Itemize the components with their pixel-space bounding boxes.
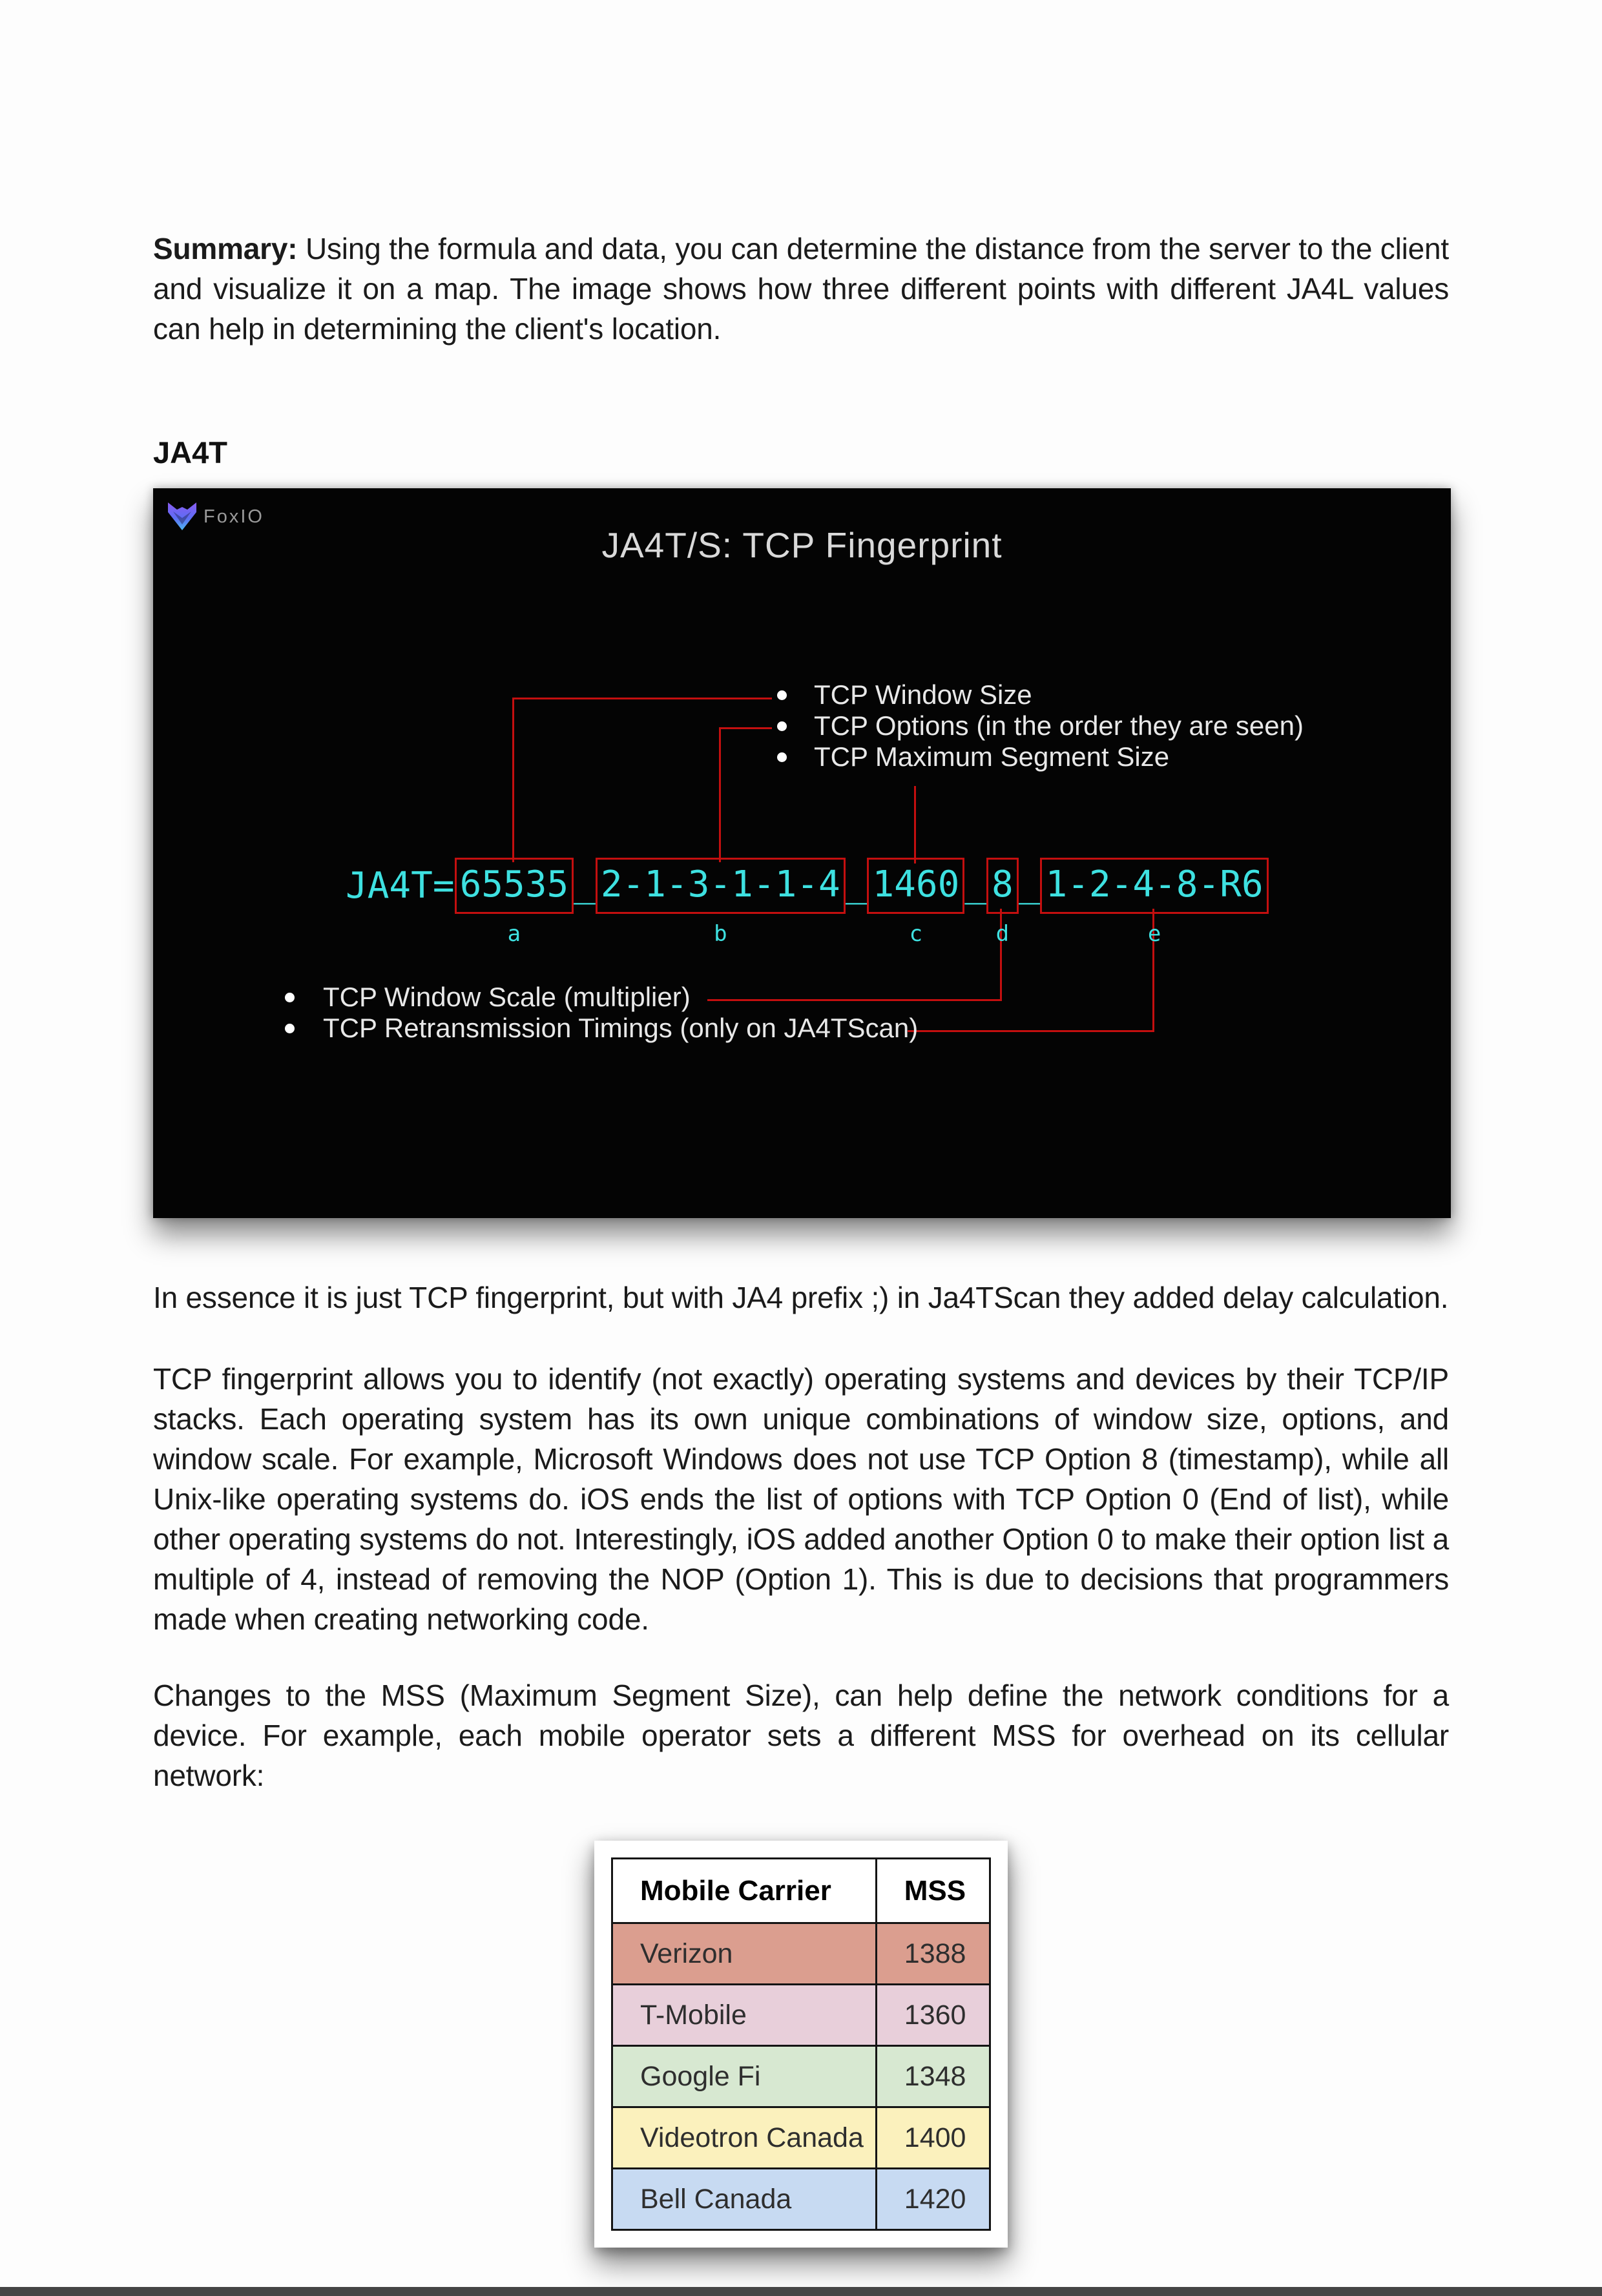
table-row: [612, 2046, 990, 2107]
mss-cell: 1420: [876, 2169, 990, 2230]
section-heading-ja4t: JA4T: [153, 435, 227, 470]
bullet-label: TCP Maximum Segment Size: [814, 741, 1170, 772]
segment-label: b: [714, 921, 727, 947]
list-item: [773, 710, 1304, 741]
ja4t-diagram-image: [153, 488, 1451, 1218]
connector-line-a: [512, 698, 514, 862]
separator: _: [964, 862, 987, 905]
carrier-cell: Videotron Canada: [612, 2107, 877, 2169]
column-header-mss: MSS: [876, 1859, 990, 1923]
bullet-label: TCP Window Scale (multiplier): [323, 982, 691, 1012]
bullet-label: TCP Window Size: [814, 679, 1032, 710]
separator: _: [574, 862, 596, 905]
bullet-dot-icon: [777, 721, 787, 731]
bullet-dot-icon: [777, 690, 787, 700]
connector-line-a: [512, 698, 772, 699]
formula-segment-a: [455, 858, 574, 947]
diagram-title: JA4T/S: TCP Fingerprint: [601, 525, 1003, 565]
separator: _: [1018, 862, 1041, 905]
page-content: [153, 30, 1449, 2248]
list-item: [281, 982, 918, 1013]
table-row: [612, 2169, 990, 2230]
carrier-cell: Google Fi: [612, 2046, 877, 2107]
segment-value: 65535: [455, 858, 574, 914]
essence-paragraph: In essence it is just TCP fingerprint, but with JA4 prefix ;) in Ja4TScan they added delay calculation.: [153, 1281, 1449, 1314]
segment-value: 2-1-3-1-1-4: [596, 858, 846, 914]
carrier-cell: Verizon: [612, 1923, 877, 1985]
segment-label: e: [1147, 921, 1161, 947]
formula-segment-d: [986, 858, 1019, 947]
connector-line-e: [908, 1030, 1154, 1032]
bullet-dot-icon: [777, 752, 787, 762]
table-row: [612, 1985, 990, 2046]
foxio-logo-text: FoxIO: [203, 506, 264, 527]
segment-value: 1460: [867, 858, 964, 914]
segment-value: 8: [986, 858, 1019, 914]
top-bullet-list: [773, 679, 1304, 772]
formula-prefix: JA4T=: [346, 864, 455, 907]
bullet-dot-icon: [285, 993, 295, 1002]
bottom-bullet-list: [281, 982, 918, 1044]
formula-segment-e: [1040, 858, 1268, 947]
separator: _: [845, 862, 868, 905]
mss-paragraph: Changes to the MSS (Maximum Segment Size), can help define the network conditions for a device. For example, each mobile operator sets a different MSS for overhead on its cellular network:: [153, 1679, 1449, 1792]
document-page: [0, 30, 1602, 2296]
carrier-cell: T-Mobile: [612, 1985, 877, 2046]
mss-table: [611, 1857, 991, 2231]
summary-paragraph: [153, 30, 1449, 349]
summary-text: Using the formula and data, you can determine the distance from the server to the client and visualize it on a map. The image shows how three different points with different JA4L values can help in determining the client's location.: [153, 232, 1449, 346]
carrier-cell: Bell Canada: [612, 2169, 877, 2230]
connector-line-b: [719, 727, 772, 729]
column-header-carrier: Mobile Carrier: [612, 1859, 877, 1923]
list-item: [773, 741, 1304, 772]
page-bottom-edge: [0, 2287, 1602, 2296]
ja4t-formula: [346, 858, 1269, 947]
segment-label: c: [909, 921, 923, 947]
table-row: [612, 1923, 990, 1985]
formula-segment-c: [867, 858, 964, 947]
mss-cell: 1348: [876, 2046, 990, 2107]
summary-label: Summary:: [153, 232, 298, 265]
mss-table-image: [594, 1841, 1008, 2248]
segment-value: 1-2-4-8-R6: [1040, 858, 1268, 914]
formula-segment-b: [596, 858, 846, 947]
tcp-fingerprint-paragraph: TCP fingerprint allows you to identify (not exactly) operating systems and devices by their TCP/IP stacks. Each operating system has its own unique combinations of window size, options, and window scale. For example, Microsoft Windows does not use TCP Option 8 (timestamp), while all Unix-like operating systems do. iOS ends the list of options with TCP Option 0 (End of list), while other operating systems do not. Interestingly, iOS added another Option 0 to make their option list a multiple of 4, instead of removing the NOP (Option 1). This is due to decisions that programmers made when creating networking code.: [153, 1362, 1449, 1636]
mss-cell: 1388: [876, 1923, 990, 1985]
segment-label: d: [995, 921, 1010, 947]
bullet-dot-icon: [285, 1024, 295, 1033]
table-row: [612, 2107, 990, 2169]
bullet-label: TCP Options (in the order they are seen): [814, 710, 1304, 741]
bullet-label: TCP Retransmission Timings (only on JA4TScan): [323, 1013, 919, 1043]
mss-cell: 1400: [876, 2107, 990, 2169]
list-item: [281, 1013, 918, 1044]
connector-line-c: [914, 786, 916, 864]
list-item: [773, 679, 1304, 710]
table-header-row: [612, 1859, 990, 1923]
mss-cell: 1360: [876, 1985, 990, 2046]
connector-line-b: [719, 727, 721, 862]
segment-label: a: [507, 921, 521, 947]
